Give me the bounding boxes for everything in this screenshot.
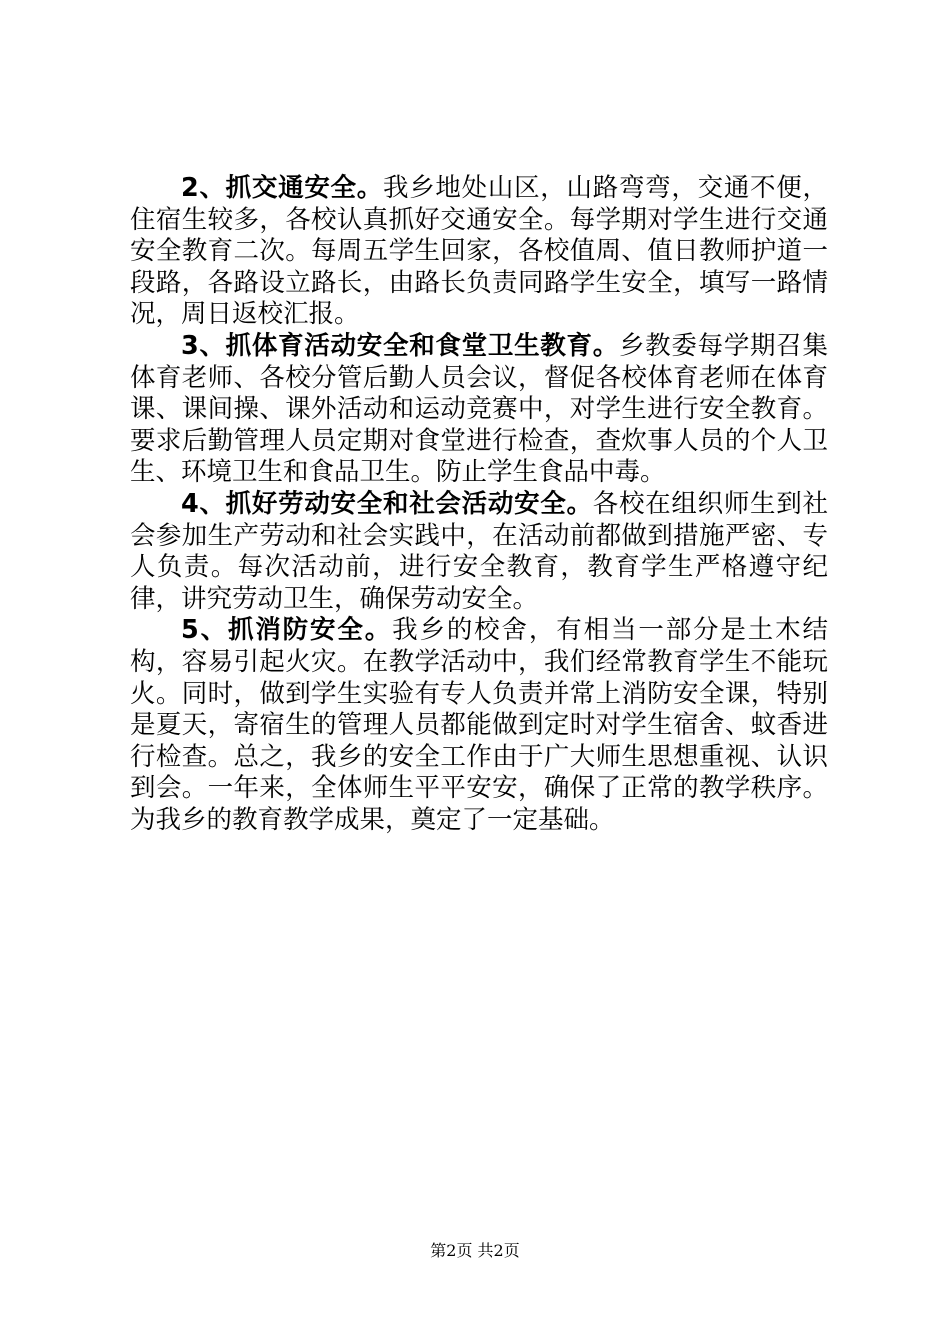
paragraph-text: 我乡地处山区，山路弯弯，交通不便，住宿生较多，各校认真抓好交通安全。每学期对学生进行交通安全教育二次。每周五学生回家，各校值周、值日教师护道一段路，各路设立路长，由路长负责同路学生安全，填写一路情况，周日返校汇报。: [130, 173, 828, 330]
paragraph-traffic-safety: [130, 173, 828, 331]
paragraph-heading: 2、抓交通安全。: [181, 173, 383, 203]
paragraph-heading: 4、抓好劳动安全和社会活动安全。: [181, 488, 593, 519]
page-number-footer: 第2页 共2页: [430, 1241, 520, 1260]
paragraph-text: 我乡的校舍，有相当一部分是土木结构，容易引起火灾。在教学活动中，我们经常教育学生不能玩火。同时，做到学生实验有专人负责并常上消防安全课，特别是夏天，寄宿生的管理人员都能做到定时对学生宿舍、蚊香进行检查。总之，我乡的安全工作由于广大师生思想重视、认识到会。一年来，全体师生平平安安，确保了正常的教学秩序。为我乡的教育教学成果，奠定了一定基础。: [130, 615, 828, 835]
paragraph-fire-safety: [130, 615, 828, 836]
document-body: [130, 173, 828, 836]
paragraph-text: 乡教委每学期召集体育老师、各校分管后勤人员会议，督促各校体育老师在体育课、课间操、课外活动和运动竞赛中，对学生进行安全教育。要求后勤管理人员定期对食堂进行检查，查炊事人员的个人卫生、环境卫生和食品卫生。防止学生食品中毒。: [130, 330, 828, 488]
paragraph-heading: 5、抓消防安全。: [181, 615, 393, 646]
paragraph-text: 各校在组织师生到社会参加生产劳动和社会实践中，在活动前都做到措施严密、专人负责。每次活动前，进行安全教育，教育学生严格遵守纪律，讲究劳动卫生，确保劳动安全。: [130, 488, 828, 614]
paragraph-labor-social-safety: [130, 489, 828, 615]
paragraph-heading: 3、抓体育活动安全和食堂卫生教育。: [181, 330, 619, 361]
paragraph-sports-canteen-safety: [130, 331, 828, 489]
